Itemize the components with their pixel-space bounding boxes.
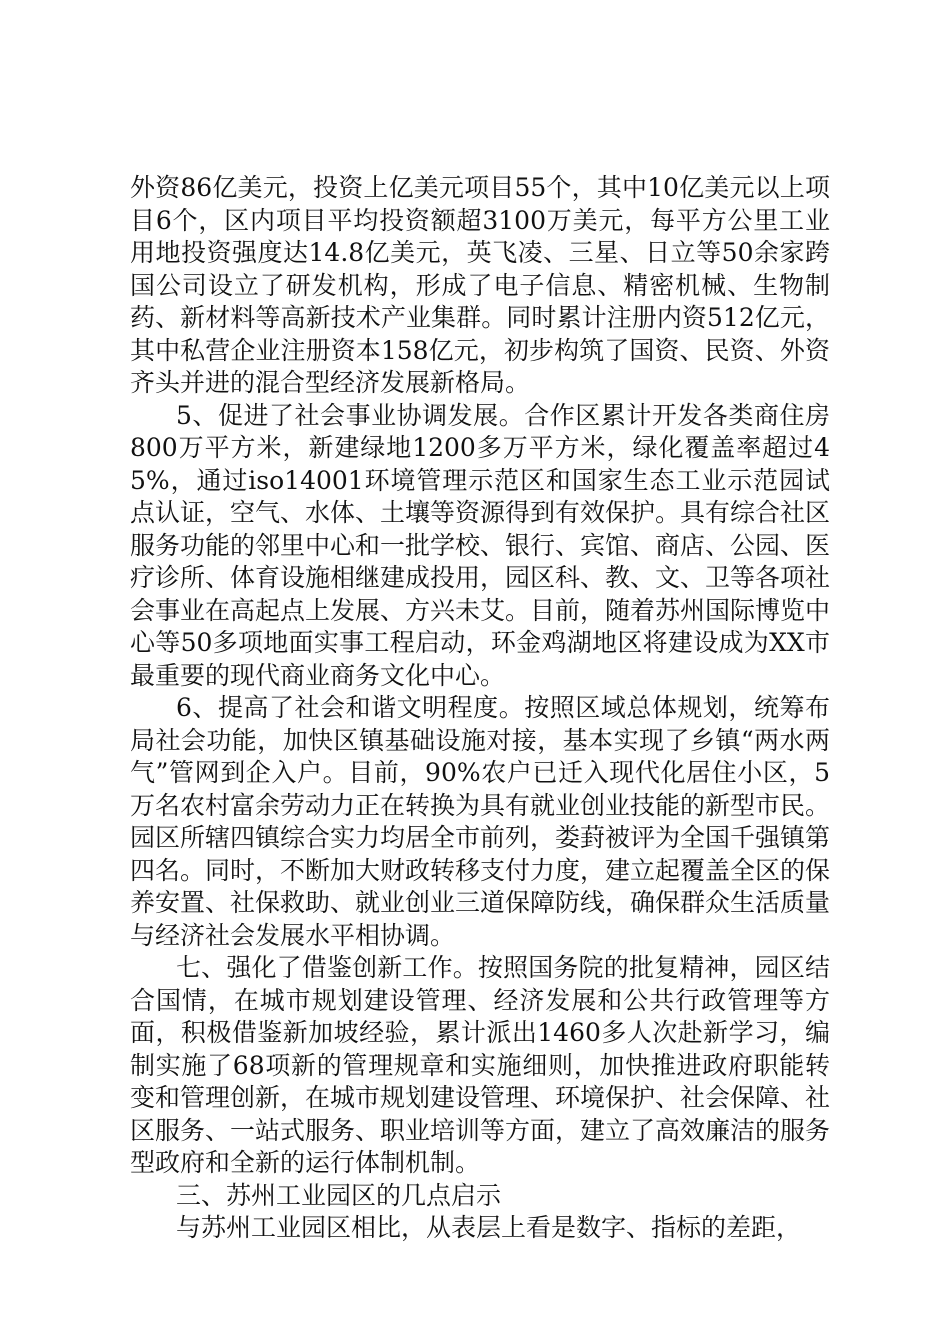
section-heading-3: 三、苏州工业园区的几点启示 bbox=[176, 1180, 502, 1210]
paragraph-continuation: 外资86亿美元，投资上亿美元项目55个，其中10亿美元以上项目6个，区内项目平均投资额超3100万美元，每平方公里工业用地投资强度达14.8亿美元，英飞凌、三星、日立等50余家跨国公司设立了研发机构，形成了电子信息、精密机械、生物制药、新材料等高新技术产业集群。同时累计注册内资512亿元，其中私营企业注册资本158亿元，初步构筑了国资、民资、外资齐头并进的混合型经济发展新格局。 bbox=[130, 173, 830, 397]
paragraph-inspiration-intro: 与苏州工业园区相比，从表层上看是数字、指标的差距， bbox=[176, 1213, 802, 1242]
paragraph-section-7: 七、强化了借鉴创新工作。按照国务院的批复精神，园区结合国情，在城市规划建设管理、经济发展和公共行政管理等方面，积极借鉴新加坡经验，累计派出1460多人次赴新学习，编制实施了68项新的管理规章和实施细则，加快推进政府职能转变和管理创新，在城市规划建设管理、环境保护、社会保障、社区服务、一站式服务、职业培训等方面，建立了高效廉洁的服务型政府和全新的运行体制机制。 bbox=[130, 953, 831, 1177]
document-body bbox=[130, 172, 830, 1245]
paragraph-section-5: 5、促进了社会事业协调发展。合作区累计开发各类商住房800万平方米，新建绿地1200多万平方米，绿化覆盖率超过45%，通过iso14001环境管理示范区和国家生态工业示范园试点认证，空气、水体、土壤等资源得到有效保护。具有综合社区服务功能的邻里中心和一批学校、银行、宾馆、商店、公园、医疗诊所、体育设施相继建成投用，园区科、教、文、卫等各项社会事业在高起点上发展、方兴未艾。目前，随着苏州国际博览中心等50多项地面实事工程启动，环金鸡湖地区将建设成为XX市最重要的现代商业商务文化中心。 bbox=[130, 400, 831, 690]
paragraph-section-6: 6、提高了社会和谐文明程度。按照区域总体规划，统筹布局社会功能，加快区镇基础设施对接，基本实现了乡镇“两水两气”管网到企入户。目前，90%农户已迁入现代化居住小区，5万名农村富余劳动力正在转换为具有就业创业技能的新型市民。园区所辖四镇综合实力均居全市前列，娄葑被评为全国千强镇第四名。同时，不断加大财政转移支付力度，建立起覆盖全区的保养安置、社保救助、就业创业三道保障防线，确保群众生活质量与经济社会发展水平相协调。 bbox=[130, 693, 831, 950]
